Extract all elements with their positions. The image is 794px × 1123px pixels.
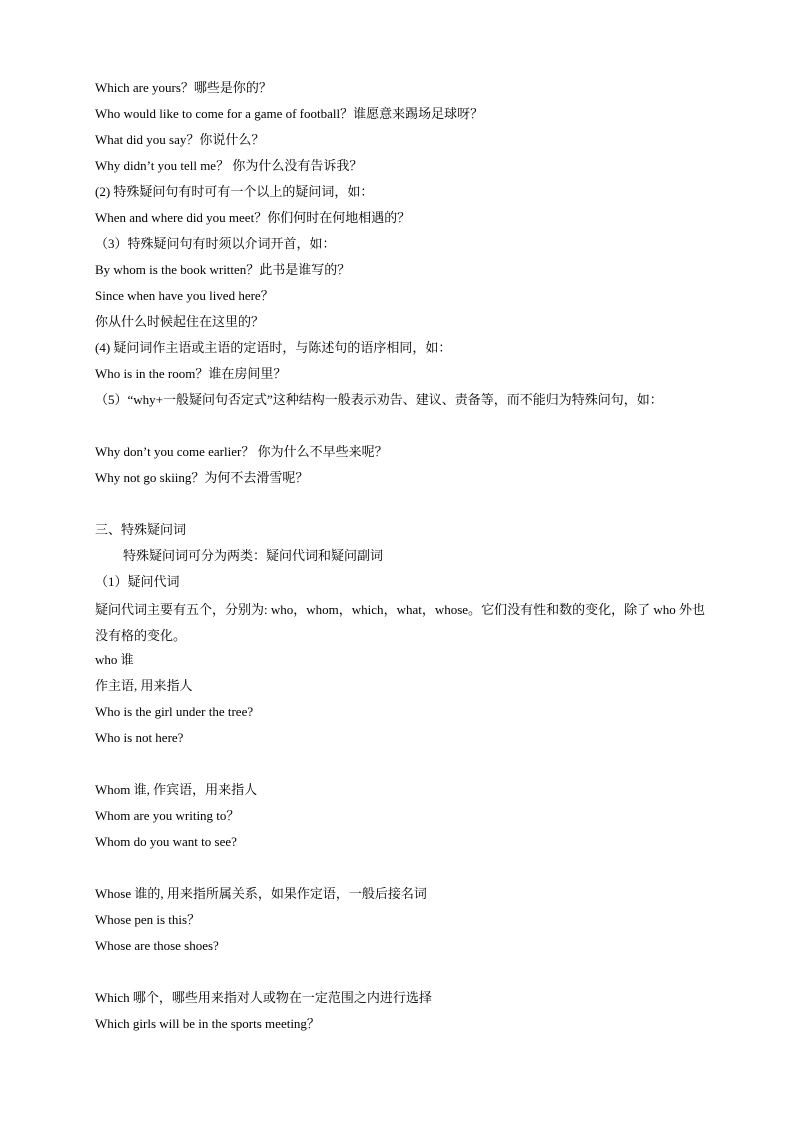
text-line: Who would like to come for a game of football？谁愿意来踢场足球呀？	[95, 106, 484, 121]
paragraph: 疑问代词主要有五个，分别为: who，whom，which，what，whose。它们没有性和数的变化，除了 who 外也没有格的变化。	[95, 602, 705, 643]
text-line: Which girls will be in the sports meeting？	[95, 1016, 320, 1031]
text-line: who 谁	[95, 652, 134, 667]
text-line: 作主语, 用来指人	[95, 678, 193, 693]
text-line: 你从什么时候起住在这里的？	[95, 314, 265, 329]
text-line: (2) 特殊疑问句有时可有一个以上的疑问词，如：	[95, 184, 374, 199]
text-line: Whose are those shoes?	[95, 938, 219, 953]
text-line: 特殊疑问词可分为两类：疑问代词和疑问副词	[123, 548, 384, 563]
text-line: Why not go skiing？为何不去滑雪呢？	[95, 470, 309, 485]
text-line: Whose pen is this？	[95, 912, 201, 927]
text-line: By whom is the book written？此书是谁写的？	[95, 262, 351, 277]
text-line: Since when have you lived here？	[95, 288, 274, 303]
text-line: Why didn’t you tell me？ 你为什么没有告诉我？	[95, 158, 363, 173]
text-line: Whom are you writing to？	[95, 808, 240, 823]
text-line: Who is in the room？谁在房间里？	[95, 366, 287, 381]
text-line: （3）特殊疑问句有时须以介词开首，如：	[95, 236, 336, 251]
text-line: （5）“why+一般疑问句否定式”这种结构一般表示劝告、建议、责备等，而不能归为特殊问句，如：	[95, 392, 663, 407]
section-heading: 三、特殊疑问词	[95, 522, 187, 537]
text-line: Who is not here?	[95, 730, 184, 745]
text-line: （1）疑问代词	[95, 574, 180, 589]
text-line: Why don’t you come earlier？ 你为什么不早些来呢？	[95, 444, 388, 459]
text-line: Whom do you want to see?	[95, 834, 237, 849]
text-line: What did you say？你说什么？	[95, 132, 265, 147]
text-line: (4) 疑问词作主语或主语的定语时，与陈述句的语序相同，如：	[95, 340, 452, 355]
text-line: Whose 谁的, 用来指所属关系，如果作定语，一般后接名词	[95, 886, 427, 901]
text-line: Who is the girl under the tree?	[95, 704, 254, 719]
text-line: Whom 谁, 作宾语，用来指人	[95, 782, 258, 797]
text-line: Which 哪个，哪些用来指对人或物在一定范围之内进行选择	[95, 990, 432, 1005]
text-line: When and where did you meet？你们何时在何地相遇的？	[95, 210, 411, 225]
text-line: Which are yours？哪些是你的？	[95, 80, 272, 95]
